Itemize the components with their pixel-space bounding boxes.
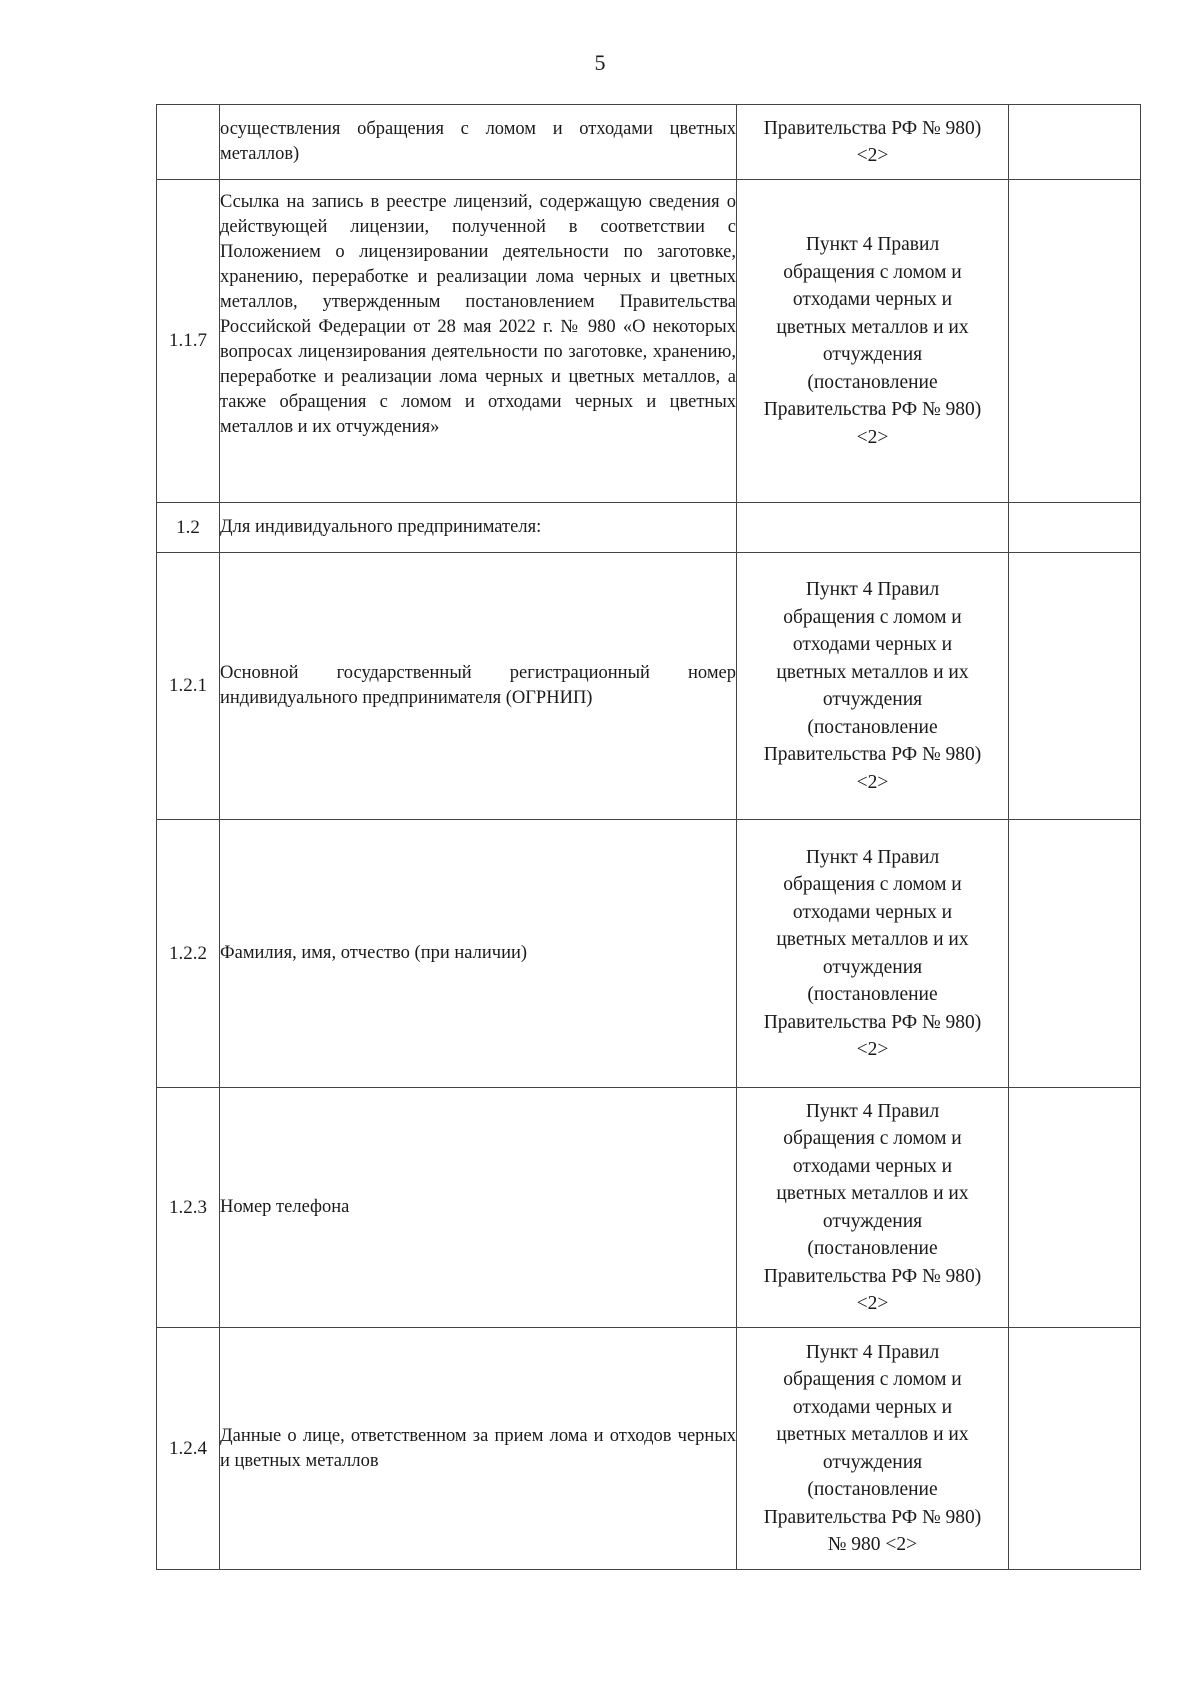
row-description: осуществления обращения с ломом и отходами цветных металлов) xyxy=(220,105,737,180)
row-number: 1.2.3 xyxy=(157,1088,220,1328)
row-description: Основной государственный регистрационный номер индивидуального предпринимателя (ОГРНИП) xyxy=(220,553,737,820)
page-number: 5 xyxy=(594,50,606,75)
row-extra-cell xyxy=(1009,553,1141,820)
source-line: № 980 <2> xyxy=(827,1534,918,1555)
row-number: 1.2.1 xyxy=(157,553,220,820)
row-extra-cell xyxy=(1009,503,1141,553)
row-description: Номер телефона xyxy=(220,1088,737,1328)
source-line: цветных металлов и их xyxy=(776,929,969,950)
source-line: <2> xyxy=(856,771,889,793)
source-line: отходами черных и xyxy=(792,634,953,655)
row-source xyxy=(737,1328,1009,1570)
source-line: <2> xyxy=(856,426,889,448)
source-line: Правительства РФ № 980) xyxy=(763,399,982,420)
row-extra-cell xyxy=(1009,1328,1141,1570)
source-line: отходами черных и xyxy=(792,289,953,310)
requirements-table xyxy=(156,104,1141,1570)
source-line: Правительства РФ № 980) xyxy=(763,1265,982,1287)
source-line: (постановление xyxy=(807,716,938,738)
source-line: Правительства РФ № 980) xyxy=(763,744,982,765)
row-description: Фамилия, имя, отчество (при наличии) xyxy=(220,820,737,1088)
row-number xyxy=(157,105,220,180)
row-source xyxy=(737,180,1009,503)
table-row xyxy=(157,503,1141,553)
row-number: 1.2.2 xyxy=(157,820,220,1088)
source-line: отчуждения xyxy=(822,1451,923,1473)
row-extra-cell xyxy=(1009,105,1141,180)
source-line: <2> xyxy=(856,1293,889,1314)
source-line: Пункт 4 Правил xyxy=(805,1341,940,1363)
source-line: отходами черных и xyxy=(792,1155,953,1177)
source-line: <2> xyxy=(856,145,889,166)
source-line: отчуждения xyxy=(822,1210,923,1232)
source-line: отчуждения xyxy=(822,956,923,978)
source-line: (постановление xyxy=(807,1238,938,1259)
source-line: (постановление xyxy=(807,984,938,1005)
source-line: Пункт 4 Правил xyxy=(805,846,940,868)
source-line: Пункт 4 Правил xyxy=(805,234,940,255)
row-number: 1.2 xyxy=(157,503,220,553)
row-source xyxy=(737,820,1009,1088)
source-line: <2> xyxy=(856,1039,889,1060)
row-number: 1.1.7 xyxy=(157,180,220,503)
source-line: Правительства РФ № 980) xyxy=(763,1506,982,1528)
row-source xyxy=(737,553,1009,820)
source-line: Правительства РФ № 980) xyxy=(763,1011,982,1033)
source-line: цветных металлов и их xyxy=(776,316,969,338)
row-extra-cell xyxy=(1009,180,1141,503)
table-row xyxy=(157,1328,1141,1570)
source-line: отходами черных и xyxy=(792,901,953,923)
source-line: отчуждения xyxy=(822,344,923,365)
row-description: Ссылка на запись в реестре лицензий, содержащую сведения о действующей лицензии, полученной в соответствии с Положением о лицензировании деятельности по заготовке, хранению, переработке и реализации лома черных и цветных металлов, утвержденным постановлением Правительства Российской Федерации от 28 мая 2022 г. № 980 «О некоторых вопросах лицензирования деятельности по заготовке, хранению, переработке и реализации лома черных и цветных металлов, а также обращения с ломом и отходами черных и цветных металлов и их отчуждения» xyxy=(220,180,737,503)
source-line: обращения с ломом и xyxy=(783,874,962,895)
table-row xyxy=(157,105,1141,180)
row-source xyxy=(737,503,1009,553)
row-source xyxy=(737,105,1009,180)
row-source xyxy=(737,1088,1009,1328)
source-line: (постановление xyxy=(807,371,938,393)
source-line: (постановление xyxy=(807,1479,938,1500)
source-line: обращения с ломом и xyxy=(783,261,962,283)
source-line: цветных металлов и их xyxy=(776,661,969,683)
source-line: Правительства РФ № 980) xyxy=(763,117,982,139)
table-row xyxy=(157,553,1141,820)
row-description: Данные о лице, ответственном за прием лома и отходов черных и цветных металлов xyxy=(220,1328,737,1570)
row-description: Для индивидуального предпринимателя: xyxy=(220,503,737,553)
source-line: отчуждения xyxy=(822,689,923,710)
source-line: отходами черных и xyxy=(792,1396,953,1418)
source-line: обращения с ломом и xyxy=(783,1128,962,1149)
source-line: цветных металлов и их xyxy=(776,1183,969,1204)
source-line: Пункт 4 Правил xyxy=(805,1100,940,1122)
source-line: Пункт 4 Правил xyxy=(805,579,940,600)
source-line: обращения с ломом и xyxy=(783,1369,962,1390)
table-row xyxy=(157,180,1141,503)
table-row xyxy=(157,1088,1141,1328)
source-line: цветных металлов и их xyxy=(776,1424,969,1445)
row-extra-cell xyxy=(1009,1088,1141,1328)
table-row xyxy=(157,820,1141,1088)
source-line: обращения с ломом и xyxy=(783,606,962,628)
row-extra-cell xyxy=(1009,820,1141,1088)
row-number: 1.2.4 xyxy=(157,1328,220,1570)
